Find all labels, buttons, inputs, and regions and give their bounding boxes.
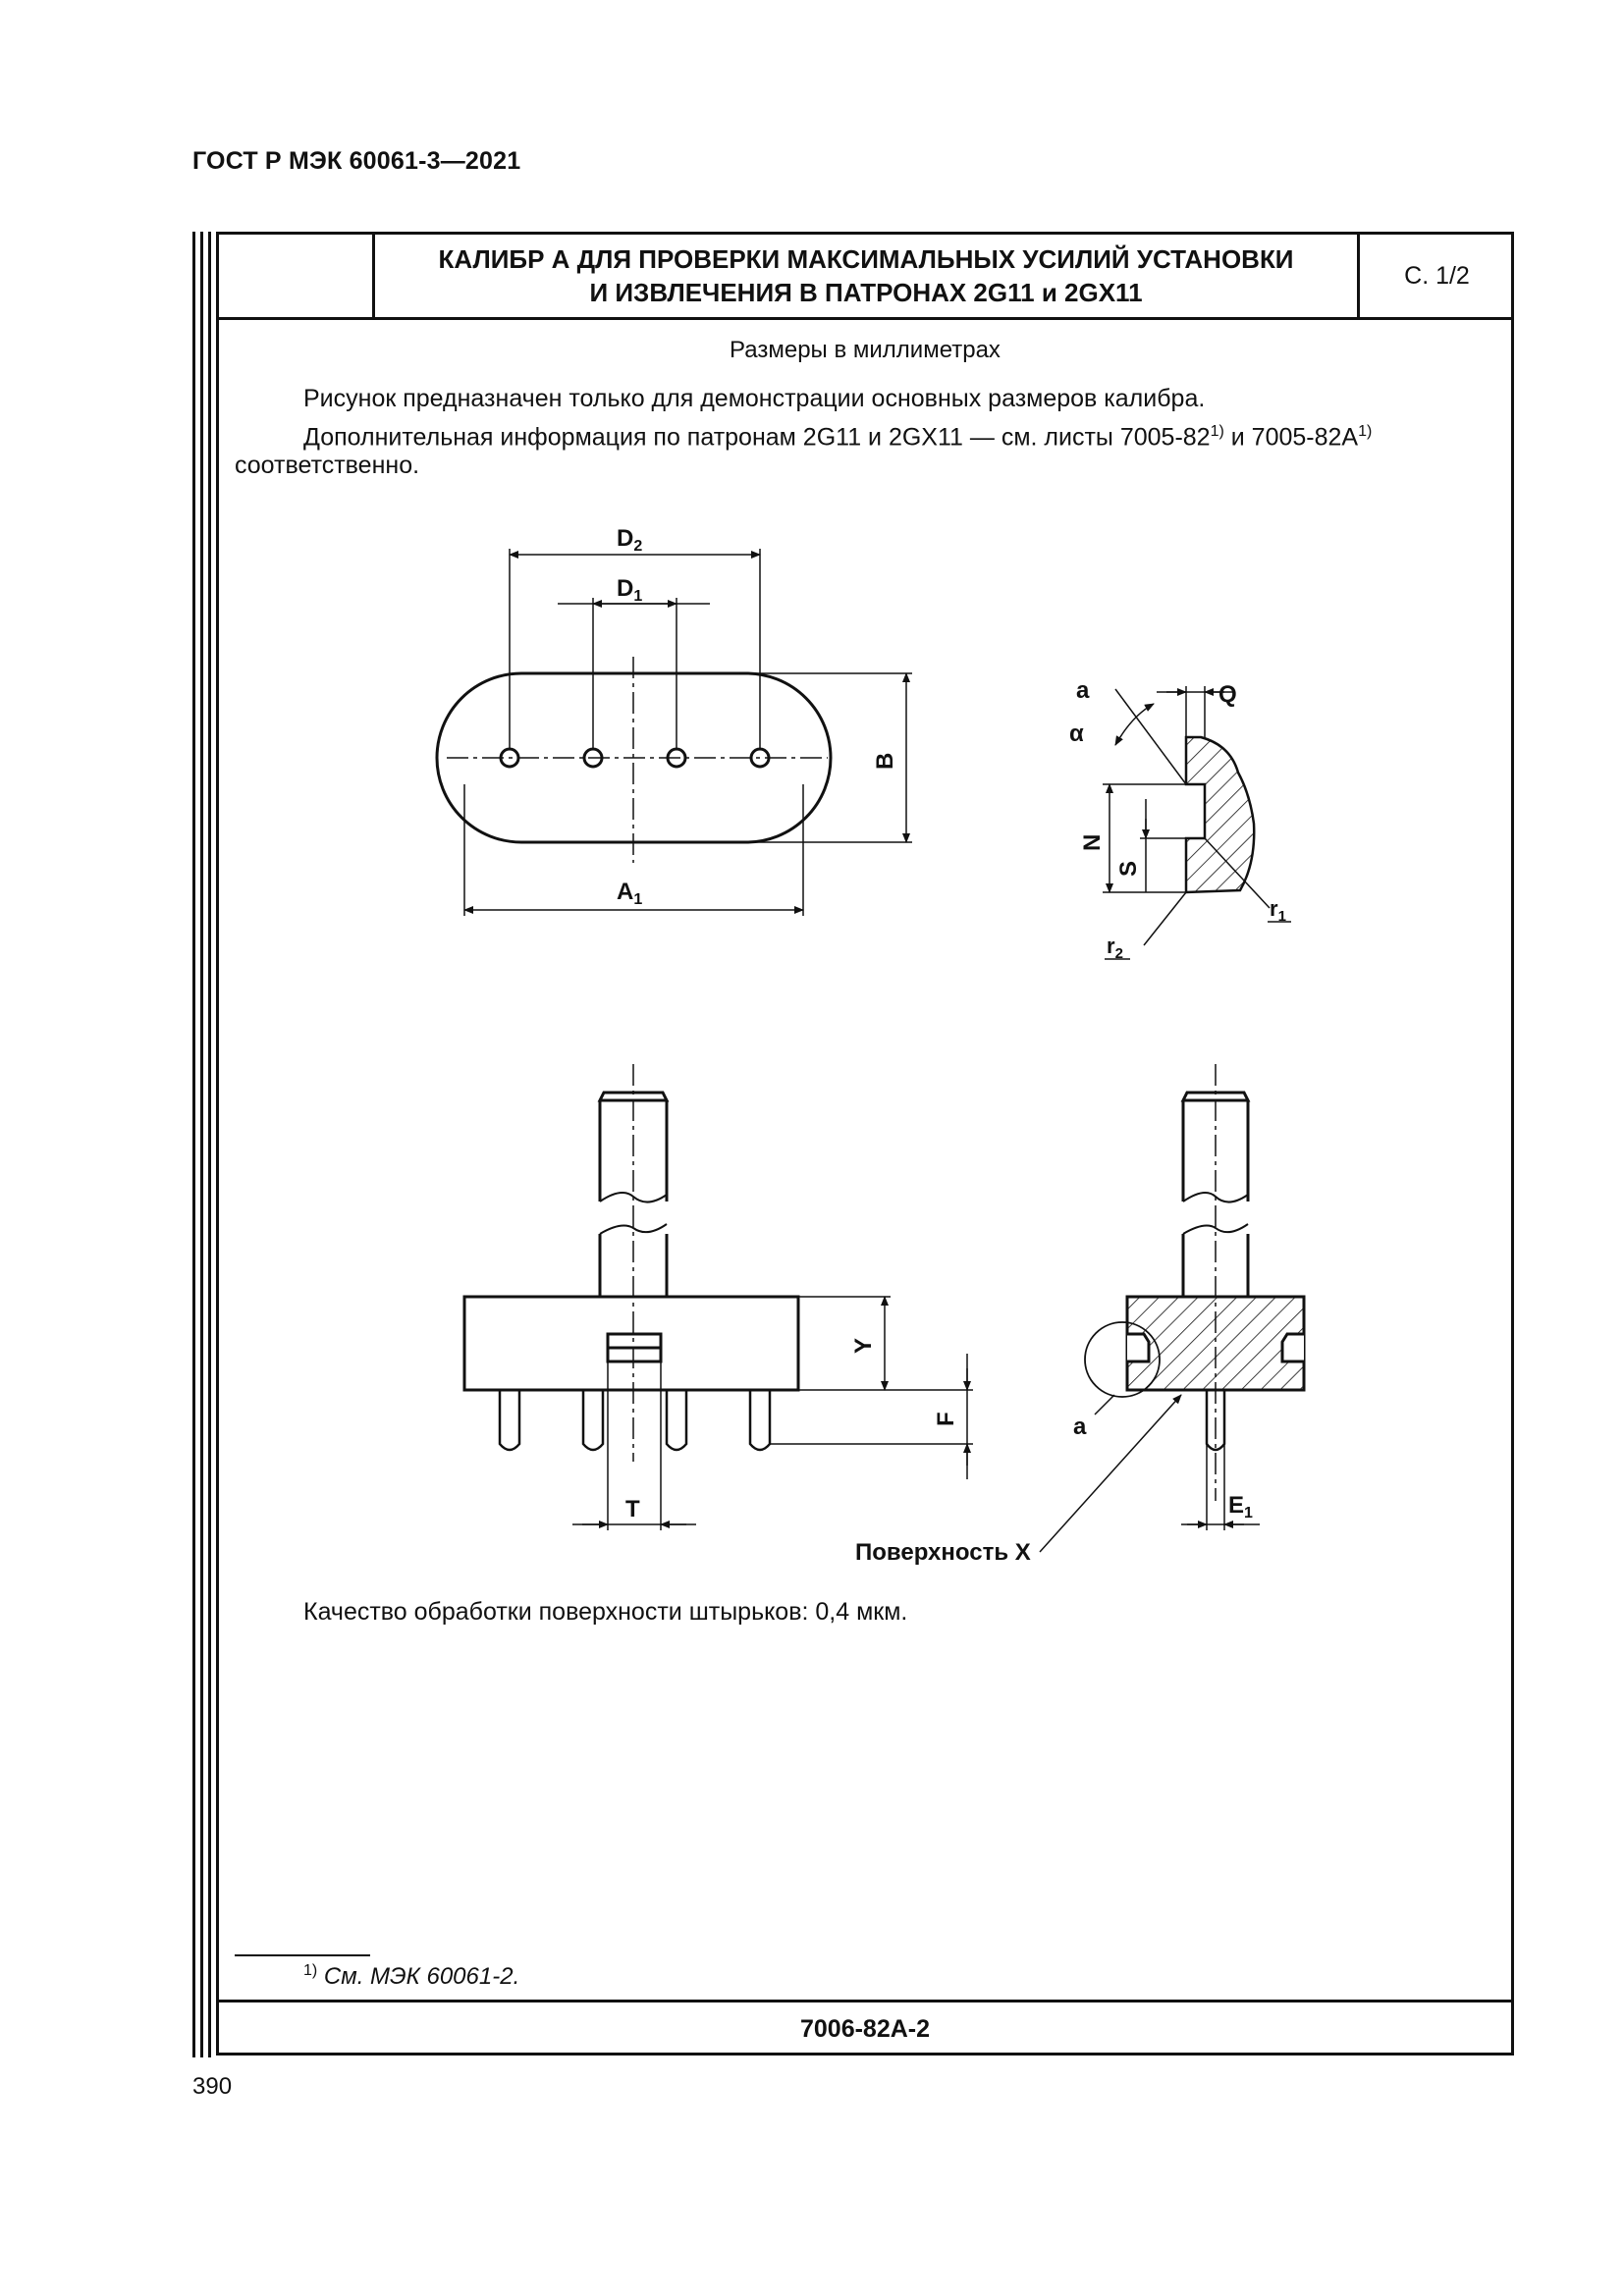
label-a-top: a [1076, 677, 1090, 704]
footnote-mark: 1) [303, 1962, 318, 1979]
label-alpha: α [1069, 721, 1084, 747]
front-view [464, 1064, 973, 1530]
paragraph-surface-quality [303, 1595, 907, 1629]
dim-alpha-arc [1115, 704, 1154, 745]
leader-surface-x [1040, 1395, 1181, 1552]
label-b: B [872, 752, 898, 770]
label-q: Q [1218, 681, 1237, 708]
label-a1: $A_1$ [617, 879, 643, 908]
footnote [303, 1962, 519, 1991]
label-d2: $D_2$ [617, 525, 643, 555]
label-surface-x: Поверхность X [855, 1539, 1031, 1566]
label-d1: $D_1$ [617, 575, 643, 605]
detail-a-view [1103, 686, 1270, 945]
paragraph-info-part-a: Дополнительная информация по патронам 2G11 и 2GX11 — см. листы 7005-82 [303, 423, 1211, 452]
footnote-ref-1: 1) [1210, 423, 1224, 440]
surface-quality-text: Качество обработки поверхности штырьков: 0,4 мкм. [303, 1598, 908, 1626]
binding-line-2 [200, 232, 203, 2057]
paragraph-purpose-text: Рисунок предназначен только для демонстрации основных размеров калибра. [303, 385, 1206, 412]
front-body [464, 1297, 798, 1390]
label-r1: $r_1$ [1270, 896, 1286, 925]
gauge-drawing [219, 235, 1511, 1609]
footnote-rule [235, 1954, 370, 1956]
footnote-text: См. МЭК 60061-2. [323, 1963, 520, 1990]
label-y: Y [850, 1337, 877, 1354]
paragraph-info-part-b: и 7005-82A [1223, 423, 1359, 452]
paragraph-respectively-text: соответственно. [235, 452, 420, 479]
label-a-bottom: a [1073, 1414, 1087, 1440]
label-f: F [933, 1412, 959, 1426]
label-r2: $r_2$ [1107, 934, 1123, 962]
label-e1: $E_1$ [1228, 1492, 1253, 1522]
page-number: 390 [192, 2073, 233, 2100]
side-view [1040, 1064, 1304, 1552]
units-note: Размеры в миллиметрах [730, 337, 1001, 363]
side-body-hatched [1127, 1297, 1304, 1390]
binding-line-1 [192, 232, 195, 2057]
document-header: ГОСТ Р МЭК 60061-3—2021 [192, 147, 521, 175]
sheet-number: 7006-82A-2 [219, 2000, 1511, 2056]
top-view [437, 549, 912, 916]
leader-r2 [1144, 892, 1186, 945]
binding-line-3 [208, 232, 211, 2057]
footnote-ref-2: 1) [1358, 423, 1373, 440]
sheet-frame [216, 232, 1514, 2056]
label-n: N [1079, 833, 1106, 851]
label-t: T [625, 1496, 640, 1522]
sheet-title-line-2: И ИЗВЛЕЧЕНИЯ В ПАТРОНАХ 2G11 и 2GX11 [589, 278, 1143, 307]
detail-hatched-section [1186, 737, 1254, 892]
front-pins [500, 1390, 770, 1450]
sheet-title-line-1: КАЛИБР А ДЛЯ ПРОВЕРКИ МАКСИМАЛЬНЫХ УСИЛИЙ УСТАНОВКИ [438, 244, 1294, 274]
sheet-page-indicator: С. 1/2 [1357, 235, 1514, 317]
label-s: S [1115, 860, 1142, 877]
